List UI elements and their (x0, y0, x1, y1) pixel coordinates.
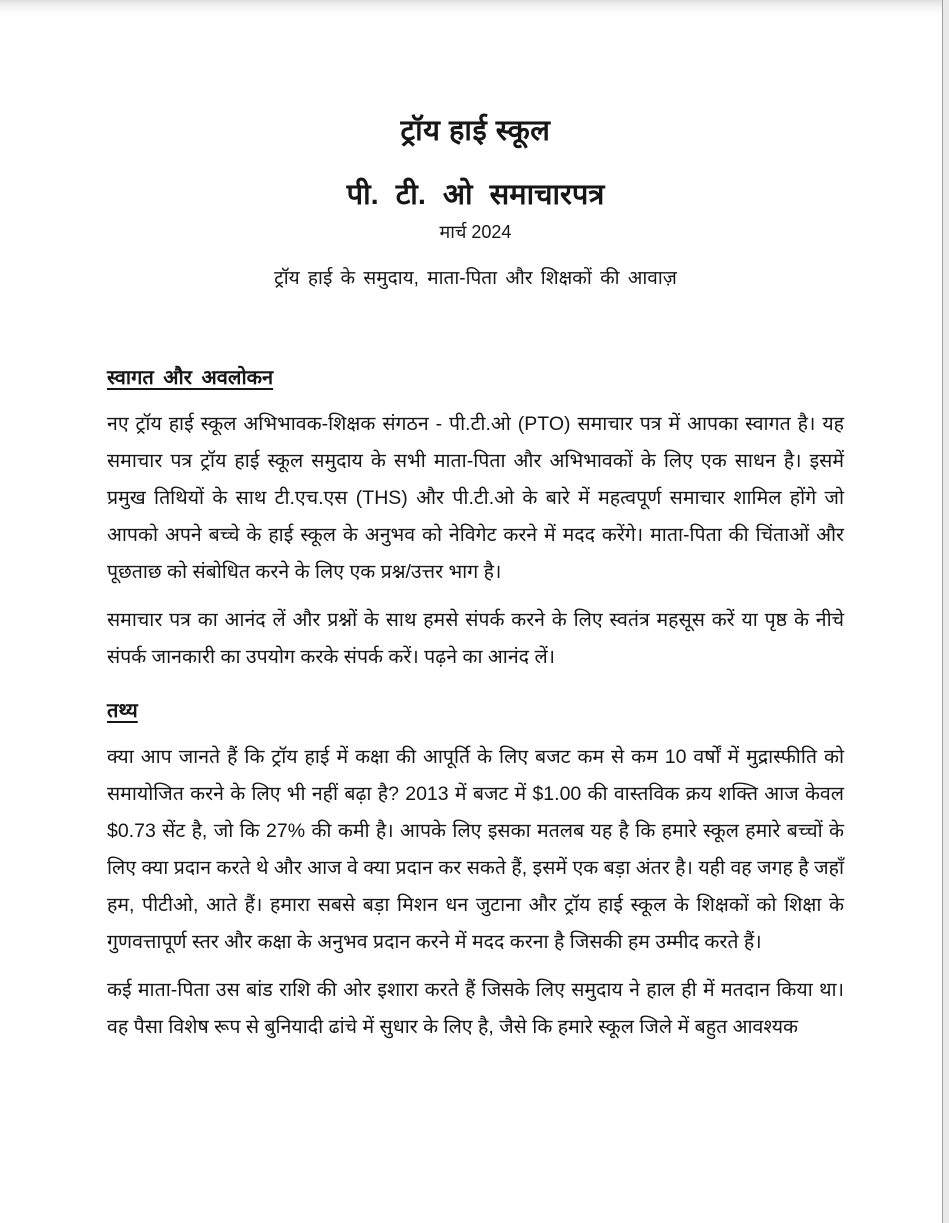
tagline: ट्रॉय हाई के समुदाय, माता-पिता और शिक्षकों की आवाज़ (274, 268, 677, 289)
issue-date: मार्च 2024 (439, 222, 512, 242)
facts-paragraph-2: कई माता-पिता उस बांड राशि की ओर इशारा करते हैं जिसके लिए समुदाय ने हाल ही में मतदान किया था। वह पैसा विशेष रूप से बुनियादी ढांचे में सुधार के लिए है, जैसे कि हमारे स्कूल जिले में बहुत आवश्यक (107, 979, 844, 1038)
welcome-paragraph-1: नए ट्रॉय हाई स्कूल अभिभावक-शिक्षक संगठन - पी.टी.ओ (PTO) समाचार पत्र में आपका स्वागत है। यह समाचार पत्र ट्रॉय हाई स्कूल समुदाय के सभी माता-पिता और अभिभावकों के लिए एक साधन है। इसमें प्रमुख तिथियों के साथ टी.एच.एस (THS) और पी.टी.ओ के बारे में महत्वपूर्ण समाचार शामिल होंगे जो आपको अपने बच्चे के हाई स्कूल के अनुभव को नेविगेट करने में मदद करेंगे। माता-पिता की चिंताओं और पूछताछ को संबोधित करने के लिए एक प्रश्न/उत्तर भाग है। (107, 413, 844, 583)
section-heading-welcome: स्वागत और अवलोकन (107, 367, 274, 389)
newsletter-page (107, 0, 844, 1057)
school-name-title: ट्रॉय हाई स्कूल (400, 115, 551, 147)
section-facts (107, 698, 844, 1046)
newsletter-header (107, 0, 844, 293)
facts-paragraph-1: क्या आप जानते हैं कि ट्रॉय हाई में कक्षा की आपूर्ति के लिए बजट कम से कम 10 वर्षों में मुद्रास्फीति को समायोजित करने के लिए भी नहीं बढ़ा है? 2013 में बजट में $1.00 की वास्तविक क्रय शक्ति आज केवल $0.73 सेंट है, जो कि 27% की कमी है। आपके लिए इसका मतलब यह है कि हमारे स्कूल हमारे बच्चों के लिए क्या प्रदान करते थे और आज वे क्या प्रदान कर सकते हैं, इसमें एक बड़ा अंतर है। यही वह जगह है जहाँ हम, पीटीओ, आते हैं। हमारा सबसे बड़ा मिशन धन जुटाना और ट्रॉय हाई स्कूल के शिक्षकों को शिक्षा के गुणवत्तापूर्ण स्तर और कक्षा के अनुभव प्रदान करने में मदद करना है जिसकी हम उम्मीद करते हैं। (107, 746, 844, 953)
page-right-edge (942, 0, 949, 1223)
welcome-paragraph-2: समाचार पत्र का आनंद लें और प्रश्नों के साथ हमसे संपर्क करने के लिए स्वतंत्र महसूस करें या पृष्ठ के नीचे संपर्क जानकारी का उपयोग करके संपर्क करें। पढ़ने का आनंद लें। (107, 609, 844, 668)
section-heading-facts: तथ्य (107, 700, 138, 722)
newsletter-title: पी. टी. ओ समाचारपत्र (346, 179, 605, 211)
section-welcome (107, 365, 844, 676)
